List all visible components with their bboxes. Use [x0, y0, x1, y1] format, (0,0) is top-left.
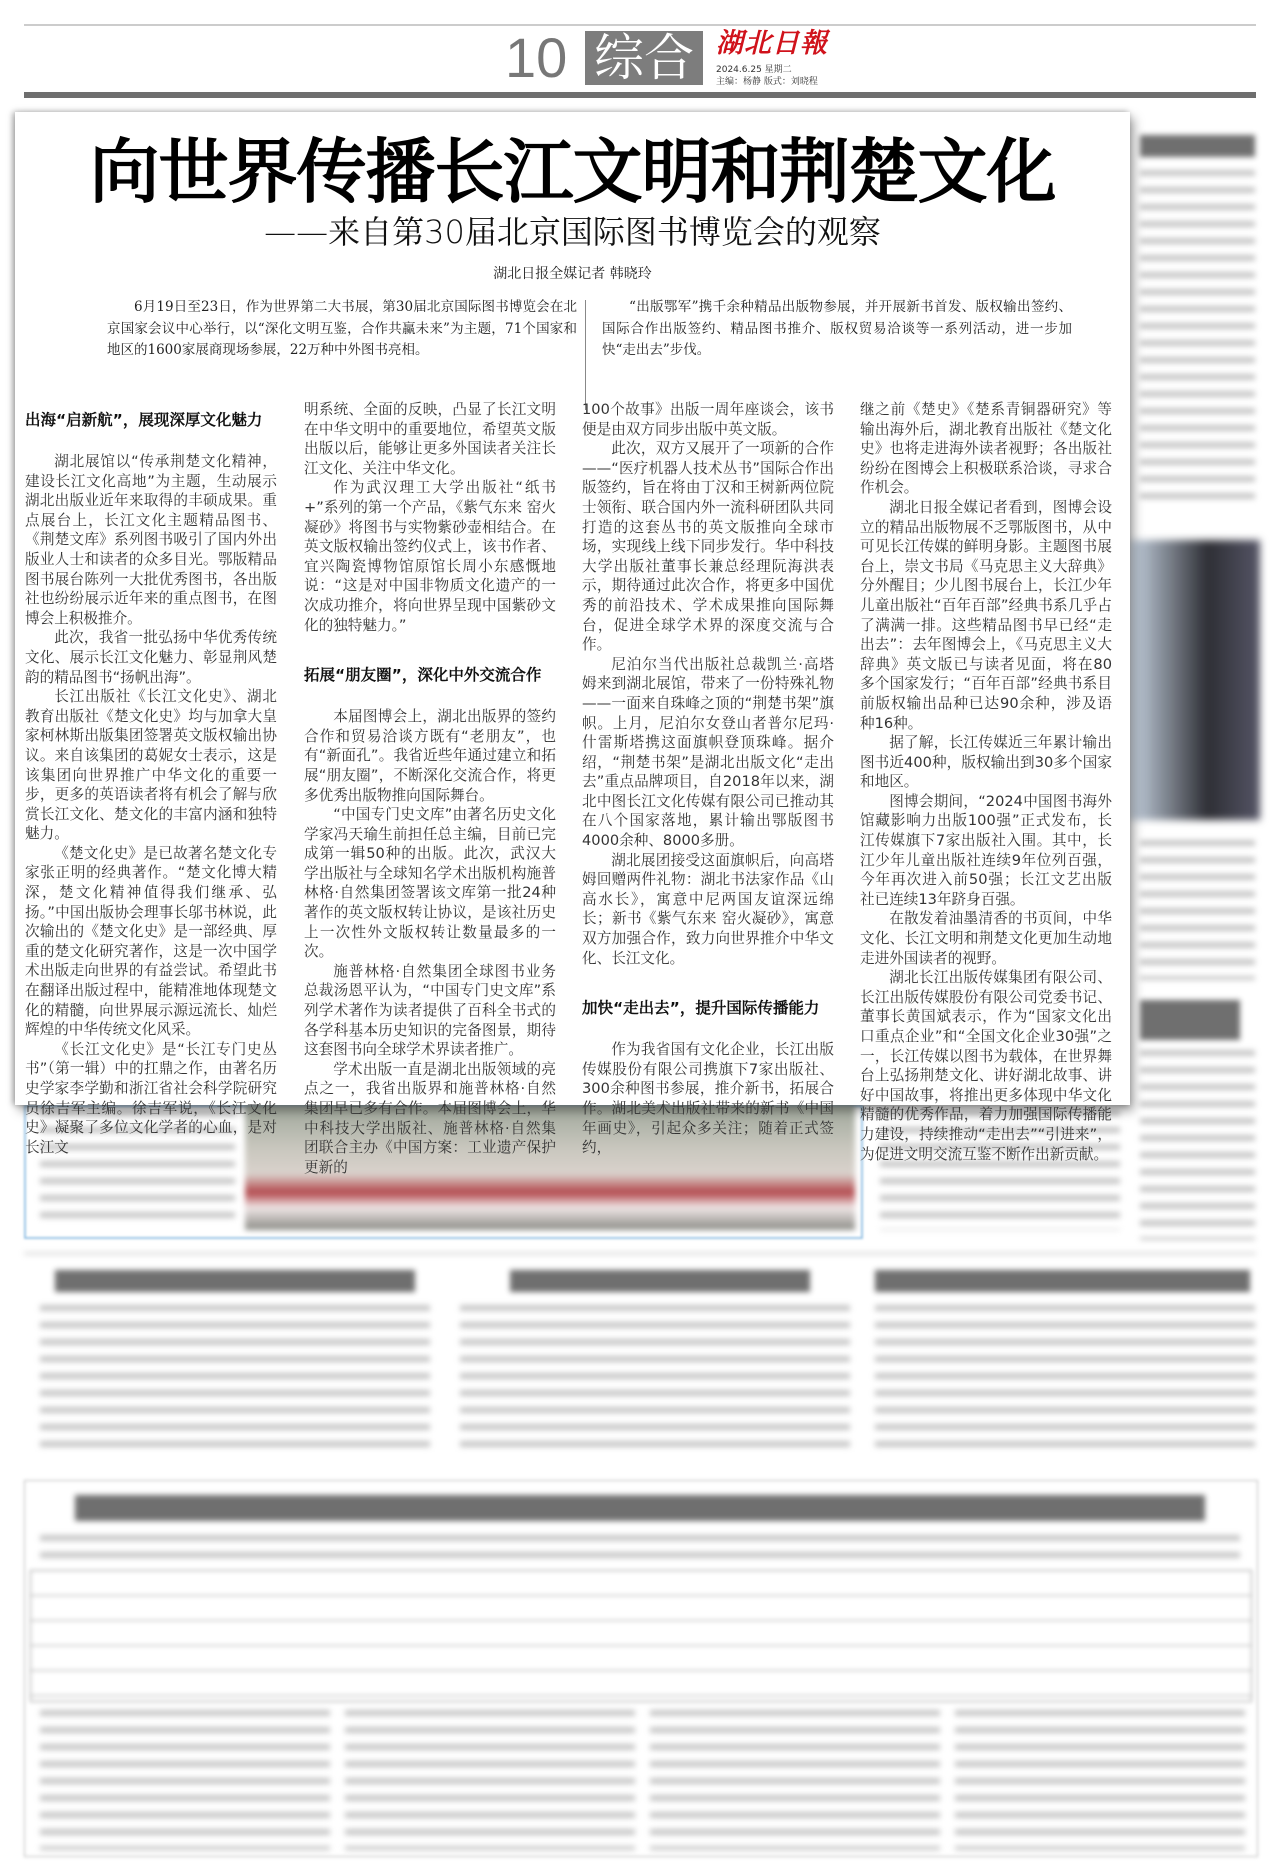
bg-headline	[1140, 135, 1255, 157]
bg-notice-table	[30, 1570, 1252, 1702]
header-bar	[24, 92, 1256, 98]
paragraph: 学术出版一直是湖北出版领域的亮点之一，我省出版界和施普林格·自然集团早已多有合作。本届图博会上，华中科技大学出版社、施普林格·自然集团联合主办《中国方案：工业遗产保护更新的	[304, 1060, 556, 1176]
bg-text-block	[875, 1305, 1255, 1455]
section-heading: 拓展“朋友圈”，深化中外交流合作	[304, 666, 542, 685]
article-title: 向世界传播长江文明和荆楚文化	[89, 131, 1056, 213]
article-lead-1: 6月19日至23日，作为世界第二大书展，第30届北京国际图书博览会在北京国家会议中心举行，以“深化文明互鉴，合作共赢未来”为主题，71个国家和地区的1600家展商现场参展，22万种中外图书亮相。	[107, 299, 577, 358]
editors: 主编：杨静 版式：刘晓程	[716, 77, 818, 87]
bg-text-block	[650, 1710, 940, 1850]
bg-text-block	[460, 1305, 850, 1455]
bg-photo	[1130, 540, 1260, 820]
bg-headline	[875, 1270, 1250, 1292]
article-column-1	[25, 400, 277, 1157]
paragraph: 在散发着油墨清香的书页间，中华文化、长江文明和荆楚文化更加生动地走进外国读者的视野。	[860, 910, 1112, 967]
paragraph: 长江出版社《长江文化史》、湖北教育出版社《楚文化史》均与加拿大皇家柯林斯出版集团签署英文版权输出协议。来自该集团的葛妮女士表示，这是该集团向世界推广中华文化的重要一步，更多的英语读者将有机会了解与欣赏长江文化、楚文化的丰富内涵和独特魅力。	[25, 688, 277, 843]
bg-notice-title	[75, 1495, 1205, 1521]
paragraph: 湖北长江出版传媒集团有限公司、长江出版传媒股份有限公司党委书记、董事长黄国斌表示，作为“国家文化出口重点企业”和“全国文化企业30强”之一，长江传媒以图书为载体，在世界舞台上弘扬荆楚文化、讲好湖北故事、讲好中国故事，将推出更多体现中华文化精髓的优秀作品，着力加强国际传播能力建设，持续推动“走出去”“引进来”，为促进文明交流互鉴不断作出新贡献。	[860, 969, 1112, 1163]
bg-text-block	[1140, 840, 1255, 980]
bg-text-block	[345, 1710, 635, 1850]
newspaper-logo: 湖北日報	[716, 28, 828, 59]
paragraph: 《长江文化史》是“长江专门史丛书”（第一辑）中的扛鼎之作，由著名历史学家李学勤和浙江省社会科学院研究员徐吉军主编。徐吉军说，《长江文化史》凝聚了多位文化学者的心血，是对长江文	[25, 1040, 277, 1156]
article-column-2	[304, 400, 556, 1177]
bg-text-block	[40, 1305, 430, 1455]
page-number: 10	[505, 26, 568, 89]
paragraph: 湖北展团接受这面旗帜后，向高塔姆回赠两件礼物：湖北书法家作品《山高水长》，寓意中尼两国友谊深远绵长；新书《紫气东来 窑火凝砂》，寓意双方加强合作，致力向世界推介中华文化、长江文化。	[582, 851, 834, 967]
paragraph: 图博会期间，“2024中国图书海外馆藏影响力出版100强”正式发布，长江传媒旗下7家出版社入围。其中，长江少年儿童出版社连续9年位列百强，今年再次进入前50强；长江文艺出版社已连续13年跻身百强。	[860, 792, 1112, 908]
paragraph: 作为我省国有文化企业，长江出版传媒股份有限公司携旗下7家出版社、300余种图书参展，推介新书，拓展合作。湖北美术出版社带来的新书《中国年画史》，引起众多关注；随着正式签约，	[582, 1041, 834, 1157]
paragraph: 《楚文化史》是已故著名楚文化专家张正明的经典著作。“楚文化博大精深，楚文化精神值得我们继承、弘扬。”中国出版协会理事长邬书林说，此次输出的《楚文化史》是一部经典、厚重的楚文化研究著作，这是一次中国学术出版走向世界的有益尝试。希望此书在翻译出版过程中，能精准地体现楚文化的精髓，向世界展示源远流长、灿烂辉煌的中华传统文化风采。	[25, 844, 277, 1039]
paragraph: 100个故事》出版一周年座谈会，该书便是由双方同步出版中英文版。	[582, 401, 834, 438]
divider	[24, 1253, 1256, 1254]
paragraph: 继之前《楚史》《楚系青铜器研究》等输出海外后，湖北教育出版社《楚文化史》也将走进海外读者视野；各出版社纷纷在图博会上积极联系洽谈，寻求合作机会。	[860, 401, 1112, 497]
bg-text-block	[1140, 170, 1255, 510]
article-card	[15, 112, 1130, 1176]
paragraph: 施普林格·自然集团全球图书业务总裁汤恩平认为，“中国专门史文库”系列学术著作为读者提供了百科全书式的各学科基本历史知识的完备图景，期待这套图书向全球学术界读者推广。	[304, 962, 556, 1059]
article-byline: 湖北日报全媒记者 韩晓玲	[493, 266, 652, 282]
paragraph: 此次，我省一批弘扬中华优秀传统文化、展示长江文化魅力、彰显荆风楚韵的精品图书“扬帆出海”。	[25, 629, 277, 686]
section-heading: 加快“走出去”，提升国际传播能力	[582, 999, 820, 1018]
issue-date: 2024.6.25 星期二	[716, 65, 792, 75]
paragraph: 湖北展馆以“传承荆楚文化精神，建设长江文化高地”为主题，生动展示湖北出版业近年来取得的丰硕成果。重点展台上，长江文化主题精品图书、《荆楚文库》系列图书吸引了国内外出版业人士和读者的众多目光。鄂版精品图书展台陈列一大批优秀图书，各出版社也纷纷展示近年来的重点图书，在图博会上积极推介。	[25, 453, 277, 627]
bg-text-block	[955, 1710, 1245, 1850]
article-column-3	[582, 400, 834, 1158]
section-label: 综合	[585, 31, 703, 85]
article-subtitle: ——来自第30届北京国际图书博览会的观察	[264, 213, 881, 251]
top-rule	[24, 24, 1256, 26]
paragraph: 明系统、全面的反映，凸显了长江文明在中华文明中的重要地位，希望英文版出版以后，能够让更多外国读者关注长江文化、关注中华文化。	[304, 401, 556, 477]
dateline	[716, 64, 818, 88]
lead-divider	[585, 300, 586, 410]
paragraph: “中国专门史文库”由著名历史文化学家冯天瑜生前担任总主编，目前已完成第一辑50种的出版。此次，武汉大学出版社与全球知名学术出版机构施普林格·自然集团签署该文库第一批24种著作的英文版权转让协议，是该社历史上一次性外文版权转让数量最多的一次。	[304, 806, 556, 961]
bg-headline	[1140, 1000, 1240, 1040]
article-lead-2: “出版鄂军”携千余种精品出版物参展，并开展新书首发、版权输出签约、国际合作出版签约、精品图书推介、版权贸易洽谈等一系列活动，进一步加快“走出去”步伐。	[602, 299, 1072, 358]
bg-text-block	[40, 1710, 330, 1850]
paragraph: 湖北日报全媒记者看到，图博会设立的精品出版物展不乏鄂版图书，从中可见长江传媒的鲜明身影。主题图书展台上，崇文书局《马克思主义大辞典》分外醒目；少儿图书展台上，长江少年儿童出版社“百年百部”经典书系几乎占了满满一排。这些精品图书早已经“走出去”：去年图博会上，《马克思主义大辞典》英文版已与读者见面，将在80多个国家发行；“百年百部”经典书系目前版权输出品种已达90余种，涉及语种16种。	[860, 498, 1112, 732]
bg-text-block	[40, 1535, 1240, 1563]
article-column-4	[860, 400, 1112, 1164]
paragraph: 尼泊尔当代出版社总裁凯兰·高塔姆来到湖北展馆，带来了一份特殊礼物——一面来自珠峰之顶的“荆楚书架”旗帜。上月，尼泊尔女登山者普尔尼玛·什雷斯塔携这面旗帜登顶珠峰。据介绍，“荆楚书架”是湖北出版文化“走出去”重点品牌项目，自2018年以来，湖北中图长江文化传媒有限公司已推动其在八个国家落地，累计输出鄂版图书4000余种、8000多册。	[582, 655, 834, 850]
bg-headline	[55, 1270, 415, 1292]
paragraph: 据了解，长江传媒近三年累计输出图书近400种，版权输出到30多个国家和地区。	[860, 734, 1112, 791]
paragraph: 作为武汉理工大学出版社“纸书+”系列的第一个产品，《紫气东来 窑火凝砂》将图书与实物紫砂壶相结合。在英文版权输出签约仪式上，该书作者、宜兴陶瓷博物馆原馆长周小东感慨地说：“这是对中国非物质文化遗产的一次成功推介，将向世界呈现中国紫砂文化的独特魅力。”	[304, 479, 556, 634]
bg-text-block	[1140, 1050, 1255, 1240]
paragraph: 本届图博会上，湖北出版界的签约合作和贸易洽谈方既有“老朋友”，也有“新面孔”。我省近些年通过建立和拓展“朋友圈”，不断深化交流合作，将更多优秀出版物推向国际舞台。	[304, 708, 556, 804]
bg-headline	[510, 1270, 810, 1292]
section-heading: 出海“启新航”，展现深厚文化魅力	[25, 411, 263, 429]
paragraph: 此次，双方又展开了一项新的合作——“医疗机器人技术丛书”国际合作出版签约，旨在将由丁汉和王树新两位院士领衔、联合国内外一流科研团队共同打造的这套丛书的英文版推向全球市场，实现线上线下同步发行。华中科技大学出版社董事长兼总经理阮海洪表示，期待通过此次合作，将更多中国优秀的前沿技术、学术成果推向国际舞台，促进全球学术界的深度交流与合作。	[582, 440, 834, 654]
